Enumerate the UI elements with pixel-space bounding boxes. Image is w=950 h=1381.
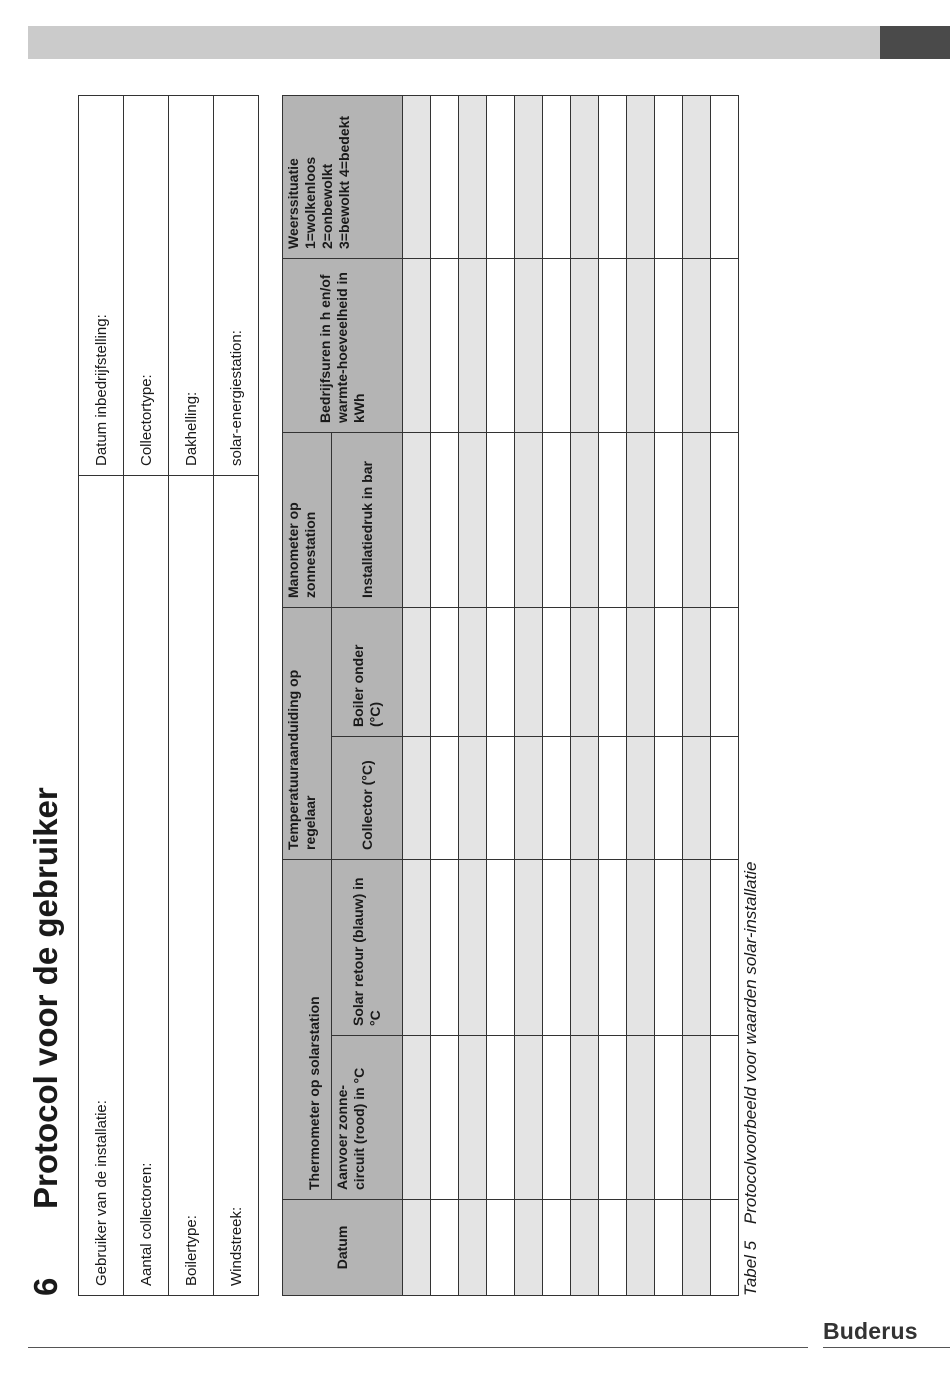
- table-cell[interactable]: [459, 432, 487, 607]
- table-row: [655, 95, 683, 1295]
- table-row: [627, 95, 655, 1295]
- info-field[interactable]: Boilertype:: [169, 476, 214, 1296]
- table-cell[interactable]: [543, 607, 571, 736]
- col-header-manometer: Manometer op zonnestation: [283, 432, 332, 607]
- table-cell[interactable]: [683, 859, 711, 1035]
- info-row: [214, 96, 259, 1296]
- table-row: [543, 95, 571, 1295]
- col-header-temperatuur: Temperatuuraanduiding op regelaar: [283, 607, 332, 859]
- installation-info-table: [78, 95, 259, 1296]
- table-cell[interactable]: [403, 736, 431, 859]
- table-cell[interactable]: [487, 736, 515, 859]
- table-cell[interactable]: [543, 859, 571, 1035]
- info-field[interactable]: Dakhelling:: [169, 96, 214, 476]
- table-cell[interactable]: [431, 1200, 459, 1296]
- table-cell[interactable]: [599, 432, 627, 607]
- table-cell[interactable]: [515, 736, 543, 859]
- table-cell[interactable]: [599, 1200, 627, 1296]
- table-cell[interactable]: [543, 258, 571, 432]
- info-field[interactable]: Aantal collectoren:: [124, 476, 169, 1296]
- table-cell[interactable]: [655, 1200, 683, 1296]
- table-cell[interactable]: [543, 1036, 571, 1200]
- table-row: [459, 95, 487, 1295]
- buderus-logo: Buderus: [823, 1318, 918, 1344]
- info-field[interactable]: Datum inbedrijfstelling:: [79, 96, 124, 476]
- table-cell[interactable]: [571, 859, 599, 1035]
- table-cell[interactable]: [403, 859, 431, 1035]
- header-bar-tab: [880, 26, 950, 59]
- logo-rule: [823, 1347, 950, 1348]
- table-cell[interactable]: [627, 607, 655, 736]
- caption-text: Protocolvoorbeeld voor waarden solar-installatie: [741, 861, 760, 1225]
- col-header-aanvoer: Aanvoer zonne-circuit (rood) in °C: [332, 1036, 403, 1200]
- table-row: [515, 95, 543, 1295]
- table-cell[interactable]: [487, 859, 515, 1035]
- rotated-page-content: [0, 16, 775, 1296]
- table-cell[interactable]: [655, 736, 683, 859]
- table-cell[interactable]: [599, 1036, 627, 1200]
- table-cell[interactable]: [683, 607, 711, 736]
- table-cell[interactable]: [571, 736, 599, 859]
- table-cell[interactable]: [403, 258, 431, 432]
- table-cell[interactable]: [459, 736, 487, 859]
- table-cell[interactable]: [599, 95, 627, 258]
- table-cell[interactable]: [655, 258, 683, 432]
- table-row: [571, 95, 599, 1295]
- table-row: [599, 95, 627, 1295]
- table-cell[interactable]: [627, 859, 655, 1035]
- table-cell[interactable]: [459, 258, 487, 432]
- table-cell[interactable]: [655, 432, 683, 607]
- col-header-thermometer: Thermometer op solarstation: [283, 859, 332, 1199]
- table-cell[interactable]: [487, 432, 515, 607]
- section-number: 6: [27, 1277, 64, 1296]
- table-cell[interactable]: [599, 607, 627, 736]
- table-cell[interactable]: [711, 1200, 739, 1296]
- table-cell[interactable]: [459, 95, 487, 258]
- table-cell[interactable]: [683, 736, 711, 859]
- table-cell[interactable]: [431, 736, 459, 859]
- table-cell[interactable]: [543, 736, 571, 859]
- table-cell[interactable]: [683, 1200, 711, 1296]
- table-cell[interactable]: [431, 1036, 459, 1200]
- table-cell[interactable]: [431, 432, 459, 607]
- col-header-datum: Datum: [283, 1200, 403, 1296]
- table-cell[interactable]: [655, 95, 683, 258]
- protocol-table: [282, 95, 739, 1296]
- table-cell[interactable]: [403, 607, 431, 736]
- col-header-boiler: Boiler onder (°C): [332, 607, 403, 736]
- table-cell[interactable]: [515, 607, 543, 736]
- table-cell[interactable]: [711, 607, 739, 736]
- table-cell[interactable]: [431, 859, 459, 1035]
- table-cell[interactable]: [487, 1200, 515, 1296]
- table-cell[interactable]: [403, 1200, 431, 1296]
- table-cell[interactable]: [487, 95, 515, 258]
- table-cell[interactable]: [487, 258, 515, 432]
- info-row: [124, 96, 169, 1296]
- info-field[interactable]: solar-energiestation:: [214, 96, 259, 476]
- caption-label: Tabel 5: [741, 1240, 760, 1296]
- table-cell[interactable]: [571, 95, 599, 258]
- table-cell[interactable]: [599, 736, 627, 859]
- table-row: [487, 95, 515, 1295]
- table-cell[interactable]: [543, 95, 571, 258]
- table-cell[interactable]: [571, 258, 599, 432]
- info-field[interactable]: Gebruiker van de installatie:: [79, 476, 124, 1296]
- table-cell[interactable]: [655, 607, 683, 736]
- table-cell[interactable]: [459, 1036, 487, 1200]
- table-cell[interactable]: [431, 258, 459, 432]
- table-row: [683, 95, 711, 1295]
- table-cell[interactable]: [543, 432, 571, 607]
- table-cell[interactable]: [431, 607, 459, 736]
- table-cell[interactable]: [515, 258, 543, 432]
- table-cell[interactable]: [711, 95, 739, 258]
- table-cell[interactable]: [655, 1036, 683, 1200]
- table-cell[interactable]: [515, 432, 543, 607]
- table-cell[interactable]: [683, 95, 711, 258]
- col-header-bedrijfsuren: Bedrijfsuren in h en/of warmte-hoeveelheid in kWh: [283, 258, 403, 432]
- table-cell[interactable]: [683, 1036, 711, 1200]
- table-cell[interactable]: [403, 95, 431, 258]
- table-cell[interactable]: [711, 736, 739, 859]
- table-cell[interactable]: [515, 95, 543, 258]
- table-cell[interactable]: [571, 432, 599, 607]
- table-row: [711, 95, 739, 1295]
- table-cell[interactable]: [711, 1036, 739, 1200]
- table-cell[interactable]: [627, 736, 655, 859]
- table-cell[interactable]: [627, 258, 655, 432]
- table-cell[interactable]: [403, 1036, 431, 1200]
- table-cell[interactable]: [487, 1036, 515, 1200]
- table-row: [431, 95, 459, 1295]
- table-cell[interactable]: [431, 95, 459, 258]
- table-cell[interactable]: [627, 95, 655, 258]
- info-field[interactable]: Windstreek:: [214, 476, 259, 1296]
- table-caption: [741, 862, 761, 1296]
- table-cell[interactable]: [543, 1200, 571, 1296]
- table-cell[interactable]: [683, 432, 711, 607]
- table-cell[interactable]: [655, 859, 683, 1035]
- table-cell[interactable]: [711, 859, 739, 1035]
- table-cell[interactable]: [571, 607, 599, 736]
- table-cell[interactable]: [515, 1036, 543, 1200]
- table-row: [403, 95, 431, 1295]
- page-title: Protocol voor de gebruiker: [27, 787, 64, 1209]
- footer-rule: [28, 1347, 808, 1348]
- table-cell[interactable]: [599, 859, 627, 1035]
- table-cell[interactable]: [515, 1200, 543, 1296]
- table-cell[interactable]: [571, 1200, 599, 1296]
- table-cell[interactable]: [459, 607, 487, 736]
- table-cell[interactable]: [627, 1200, 655, 1296]
- table-cell[interactable]: [711, 432, 739, 607]
- table-cell[interactable]: [571, 1036, 599, 1200]
- table-cell[interactable]: [459, 859, 487, 1035]
- col-header-druk: Installatiedruk in bar: [332, 432, 403, 607]
- col-header-weer: Weerssituatie 1=wolkenloos 2=onbewolkt 3=bewolkt 4=bedekt: [283, 95, 403, 258]
- table-cell[interactable]: [459, 1200, 487, 1296]
- table-cell[interactable]: [627, 432, 655, 607]
- info-field[interactable]: Collectortype:: [124, 96, 169, 476]
- table-cell[interactable]: [711, 258, 739, 432]
- table-cell[interactable]: [515, 859, 543, 1035]
- table-cell[interactable]: [599, 258, 627, 432]
- col-header-retour: Solar retour (blauw) in °C: [332, 859, 403, 1035]
- table-cell[interactable]: [683, 258, 711, 432]
- info-row: [169, 96, 214, 1296]
- table-cell[interactable]: [627, 1036, 655, 1200]
- table-cell[interactable]: [487, 607, 515, 736]
- info-row: [79, 96, 124, 1296]
- col-header-collector: Collector (°C): [332, 736, 403, 859]
- table-cell[interactable]: [403, 432, 431, 607]
